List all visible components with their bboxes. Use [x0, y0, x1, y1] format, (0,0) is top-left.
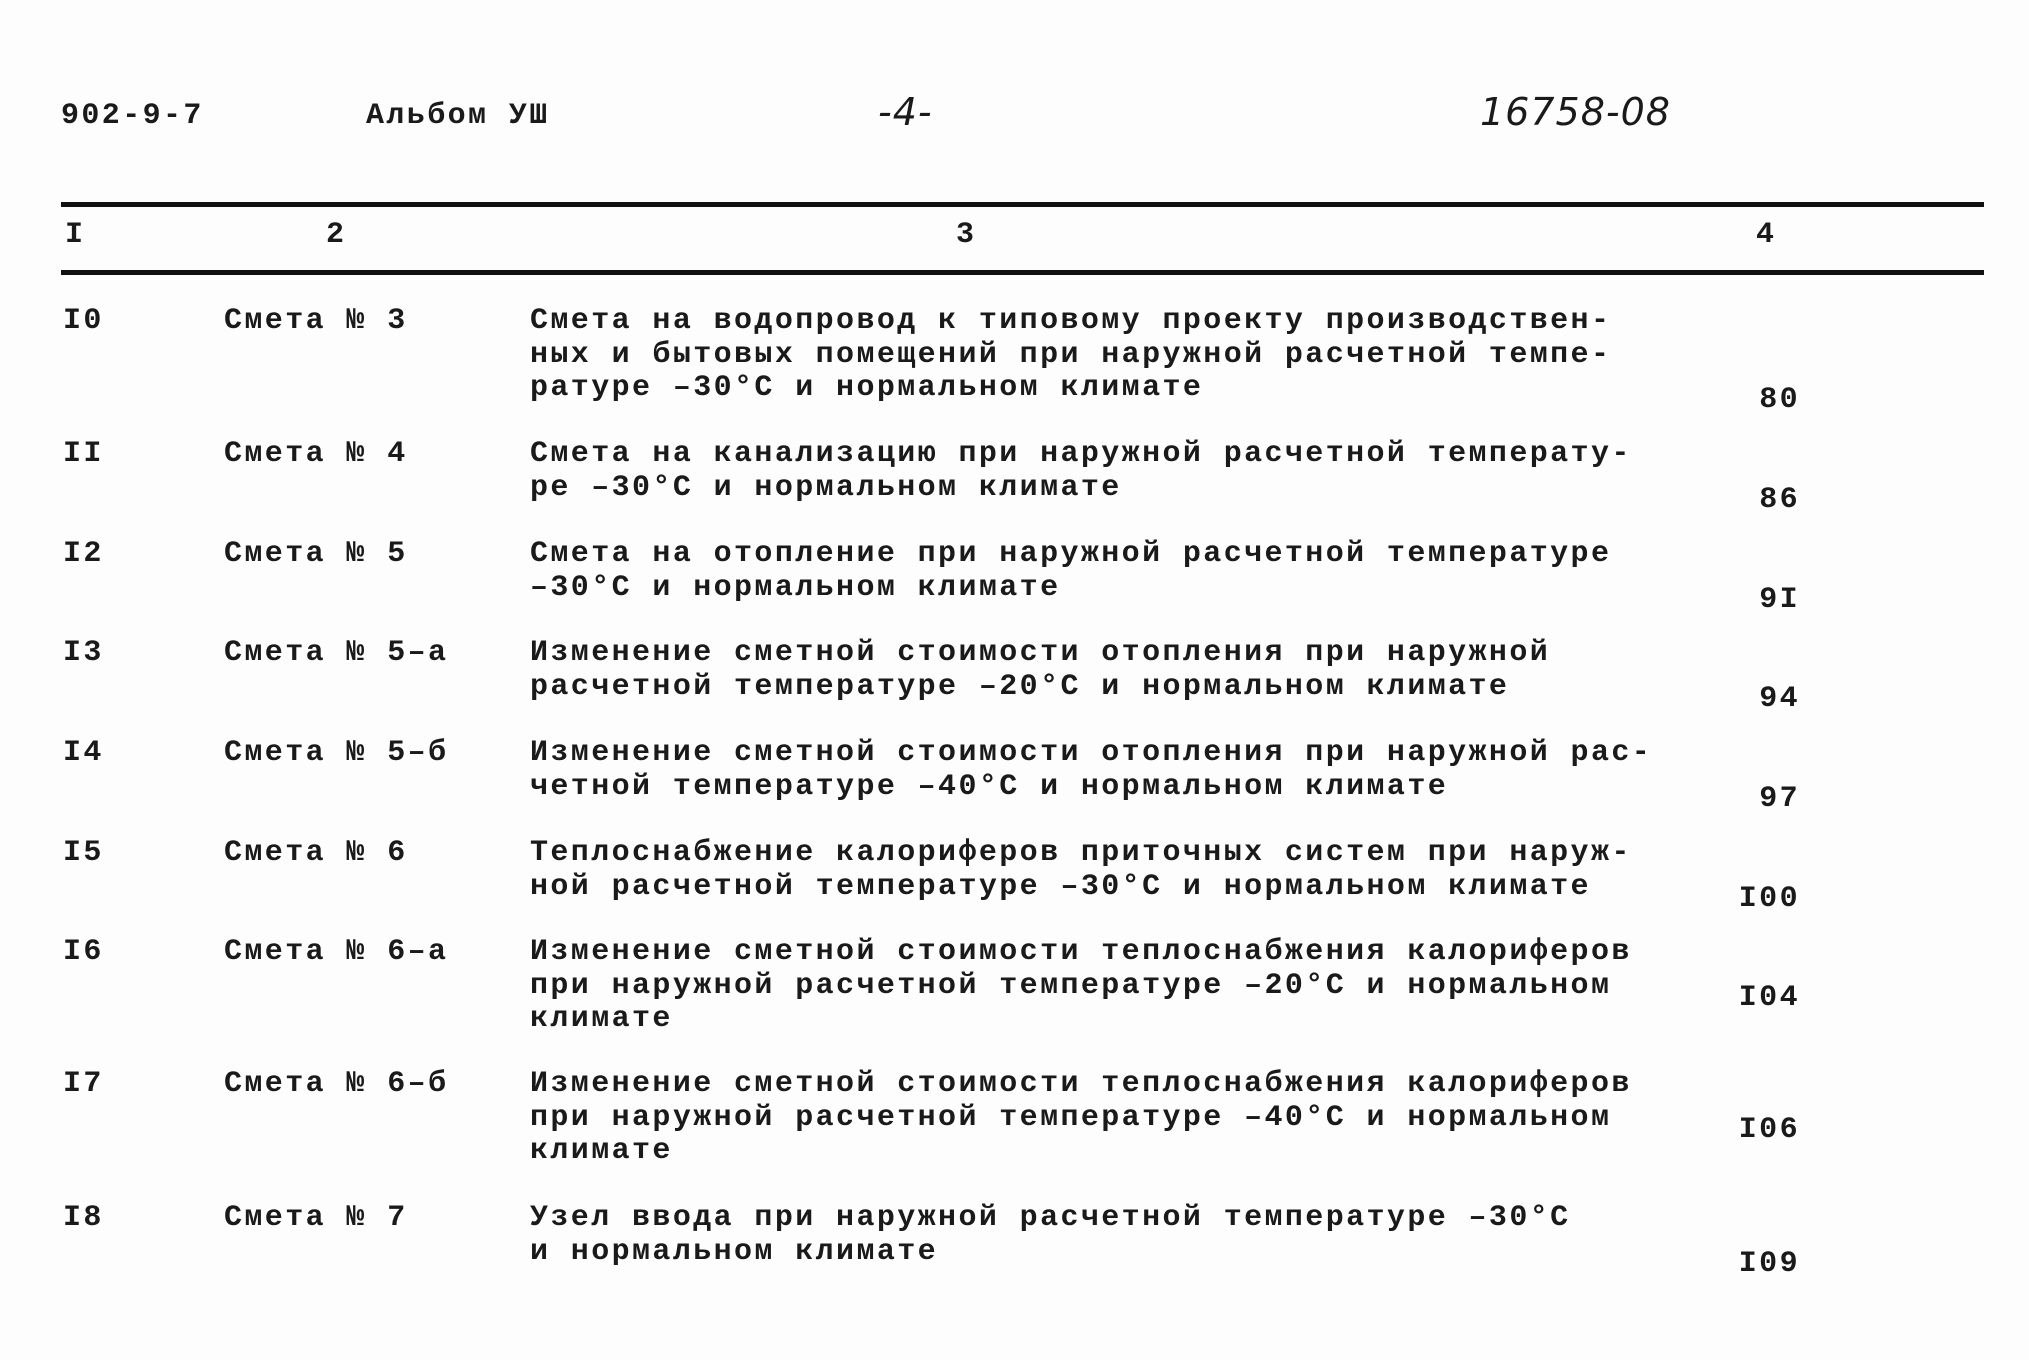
reference-number: 16758-08 — [1480, 90, 1671, 134]
description-line: и нормальном климате — [530, 1234, 939, 1269]
row-number: I5 — [63, 836, 104, 870]
description-line: климате — [530, 1002, 673, 1037]
description-line: ре –30°С и нормальном климате — [530, 470, 1122, 505]
album-label: Альбом УШ — [366, 99, 550, 133]
row-number: I4 — [63, 736, 104, 770]
estimate-name: Смета № 5–б — [224, 736, 449, 770]
description-line: Изменение сметной стоимости отопления при наружной — [530, 636, 1551, 670]
page-ref: I00 — [1738, 881, 1800, 916]
estimate-name: Смета № 6–б — [224, 1067, 449, 1101]
description-line: при наружной расчетной температуре –20°С и нормальном — [530, 968, 1612, 1003]
description-line: ратуре –30°С и нормальном климате — [530, 371, 1204, 406]
description-line: Смета на канализацию при наружной расчетной температу- — [530, 437, 1632, 471]
page-ref: 97 — [1759, 781, 1800, 816]
row-number: I8 — [63, 1201, 104, 1235]
column-header-4: 4 — [1756, 218, 1777, 252]
row-number: I3 — [63, 636, 104, 670]
description-line: Изменение сметной стоимости отопления при наружной рас- — [530, 736, 1653, 770]
column-header-2: 2 — [326, 218, 347, 252]
row-number: II — [63, 437, 104, 471]
page-ref: 9I — [1759, 582, 1800, 617]
estimate-name: Смета № 5 — [224, 537, 408, 571]
page-ref: I04 — [1738, 980, 1800, 1015]
estimate-name: Смета № 4 — [224, 437, 408, 471]
estimate-name: Смета № 7 — [224, 1201, 408, 1235]
row-number: I0 — [63, 304, 104, 338]
estimate-name: Смета № 5–а — [224, 636, 449, 670]
description-line: при наружной расчетной температуре –40°С и нормальном — [530, 1100, 1612, 1135]
row-number: I2 — [63, 537, 104, 571]
doc-code: 902-9-7 — [61, 99, 204, 133]
estimate-name: Смета № 6 — [224, 836, 408, 870]
description-line: Изменение сметной стоимости теплоснабжения калориферов — [530, 935, 1632, 969]
description-line: климате — [530, 1134, 673, 1169]
description-line: четной температуре –40°С и нормальном климате — [530, 769, 1449, 804]
page-ref: I06 — [1738, 1112, 1800, 1147]
description-line: Смета на водопровод к типовому проекту производствен- — [530, 304, 1612, 338]
column-header-1: I — [65, 218, 86, 252]
row-number: I7 — [63, 1067, 104, 1101]
description-line: Теплоснабжение калориферов приточных систем при наруж- — [530, 836, 1632, 870]
page-ref: I09 — [1738, 1246, 1800, 1281]
description-line: Смета на отопление при наружной расчетной температуре — [530, 537, 1612, 571]
description-line: расчетной температуре –20°С и нормальном климате — [530, 669, 1510, 704]
description-line: Изменение сметной стоимости теплоснабжения калориферов — [530, 1067, 1632, 1101]
top-rule — [61, 202, 1984, 207]
column-header-3: 3 — [956, 218, 977, 252]
description-line: Узел ввода при наружной расчетной температуре –30°С — [530, 1201, 1571, 1235]
estimate-name: Смета № 3 — [224, 304, 408, 338]
description-line: ной расчетной температуре –30°С и нормальном климате — [530, 869, 1591, 904]
estimate-name: Смета № 6–а — [224, 935, 449, 969]
page-number: -4- — [878, 90, 933, 134]
header-rule — [61, 270, 1984, 275]
row-number: I6 — [63, 935, 104, 969]
description-line: –30°С и нормальном климате — [530, 570, 1061, 605]
page-ref: 94 — [1759, 681, 1800, 716]
page-ref: 86 — [1759, 482, 1800, 517]
page-ref: 80 — [1759, 383, 1800, 418]
description-line: ных и бытовых помещений при наружной расчетной темпе- — [530, 337, 1612, 372]
